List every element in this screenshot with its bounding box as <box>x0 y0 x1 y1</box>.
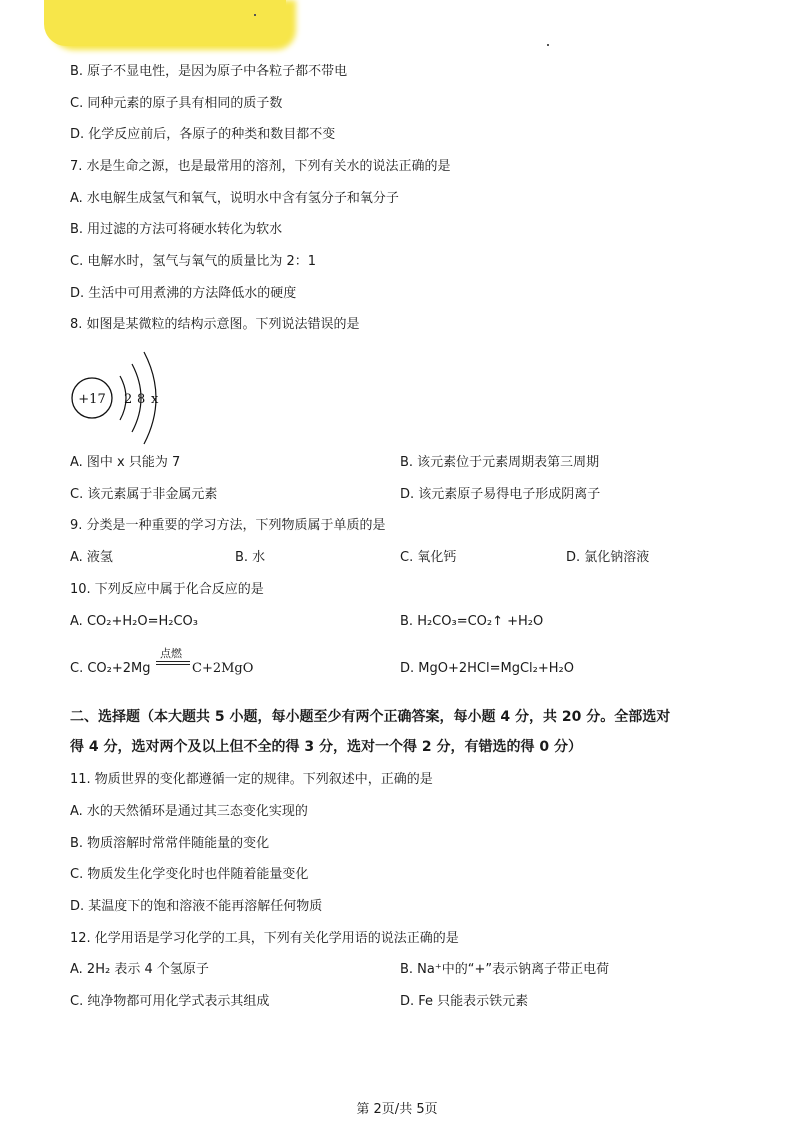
q12-option-c: C. 纯净物都可用化学式表示其组成 <box>70 994 270 1009</box>
q8-stem: 8. 如图是某微粒的结构示意图。下列说法错误的是 <box>70 317 360 332</box>
equals-bar-bottom <box>156 664 190 665</box>
page-number: 第 2页/共 5页 <box>356 1102 438 1117</box>
option-prefix: C. <box>70 661 88 676</box>
q8-option-d: D. 该元素原子易得电子形成阴离子 <box>400 487 601 502</box>
q9-stem: 9. 分类是一种重要的学习方法，下列物质属于单质的是 <box>70 518 386 533</box>
q6-option-c: C. 同种元素的原子具有相同的质子数 <box>70 96 283 111</box>
q8-option-c: C. 该元素属于非金属元素 <box>70 487 218 502</box>
q11-option-a: A. 水的天然循环是通过其三态变化实现的 <box>70 804 308 819</box>
q9-option-d: D. 氯化钠溶液 <box>566 550 650 565</box>
q10-stem: 10. 下列反应中属于化合反应的是 <box>70 582 264 597</box>
q10-option-a <box>70 613 198 631</box>
q7-option-c: C. 电解水时，氢气与氧气的质量比为 2：1 <box>70 254 317 269</box>
q11-option-d: D. 某温度下的饱和溶液不能再溶解任何物质 <box>70 899 323 914</box>
q7-option-d: D. 生活中可用煮沸的方法降低水的硬度 <box>70 286 297 301</box>
q7-option-a: A. 水电解生成氢气和氧气，说明水中含有氢分子和氧分子 <box>70 191 399 206</box>
shell-2-electrons: 8 <box>137 392 146 407</box>
yellow-highlight-mark <box>44 0 286 46</box>
q10-option-c-reactants: CO₂+2Mg <box>87 661 151 676</box>
q10-option-d <box>400 660 574 678</box>
q12-option-d: D. Fe 只能表示铁元素 <box>400 994 529 1009</box>
q9-option-b: B. 水 <box>235 550 266 565</box>
q10-option-c <box>70 660 151 678</box>
q10-option-c-products: C+2MgO <box>192 661 254 676</box>
q9-option-c: C. 氧化钙 <box>400 550 457 565</box>
q7-stem: 7. 水是生命之源，也是最常用的溶剂，下列有关水的说法正确的是 <box>70 159 451 174</box>
q10-option-b-equation: H₂CO₃=CO₂↑ +H₂O <box>417 614 544 629</box>
nucleus-charge: +17 <box>78 392 106 407</box>
option-prefix: B. <box>400 614 418 629</box>
atom-structure-diagram <box>62 348 182 448</box>
q11-option-c: C. 物质发生化学变化时也伴随着能量变化 <box>70 867 309 882</box>
q10-option-a-equation: CO₂+H₂O=H₂CO₃ <box>86 614 198 629</box>
q8-option-b: B. 该元素位于元素周期表第三周期 <box>400 455 600 470</box>
q6-option-d: D. 化学反应前后，各原子的种类和数目都不变 <box>70 127 336 142</box>
q12-option-b: B. Na⁺中的“+”表示钠离子带正电荷 <box>400 962 610 977</box>
section-2-heading: 二、选择题（本大题共 5 小题，每小题至少有两个正确答案，每小题 4 分，共 20 分。全部选对 <box>70 709 671 725</box>
q11-stem: 11. 物质世界的变化都遵循一定的规律。下列叙述中，正确的是 <box>70 772 433 787</box>
q7-option-b: B. 用过滤的方法可将硬水转化为软水 <box>70 222 283 237</box>
q8-option-a: A. 图中 x 只能为 7 <box>70 455 181 470</box>
q11-option-b: B. 物质溶解时常常伴随能量的变化 <box>70 836 270 851</box>
shell-3-electrons: x <box>151 392 159 407</box>
q10-option-d-equation: MgO+2HCl=MgCl₂+H₂O <box>418 661 574 676</box>
scan-speck <box>547 44 549 46</box>
equals-bar-top <box>156 661 190 662</box>
section-2-heading-cont: 得 4 分，选对两个及以上但不全的得 3 分，选对一个得 2 分，有错选的得 0 分） <box>70 739 582 755</box>
option-prefix: A. <box>70 614 87 629</box>
q9-option-a: A. 液氢 <box>70 550 113 565</box>
q10-option-b <box>400 613 543 631</box>
shell-1-electrons: 2 <box>124 392 133 407</box>
q12-stem: 12. 化学用语是学习化学的工具，下列有关化学用语的说法正确的是 <box>70 931 459 946</box>
option-prefix: D. <box>400 661 419 676</box>
q12-option-a: A. 2H₂ 表示 4 个氢原子 <box>70 962 209 977</box>
q6-option-b: B. 原子不显电性，是因为原子中各粒子都不带电 <box>70 64 348 79</box>
scan-speck <box>254 14 256 16</box>
reaction-condition: 点燃 <box>160 647 182 660</box>
